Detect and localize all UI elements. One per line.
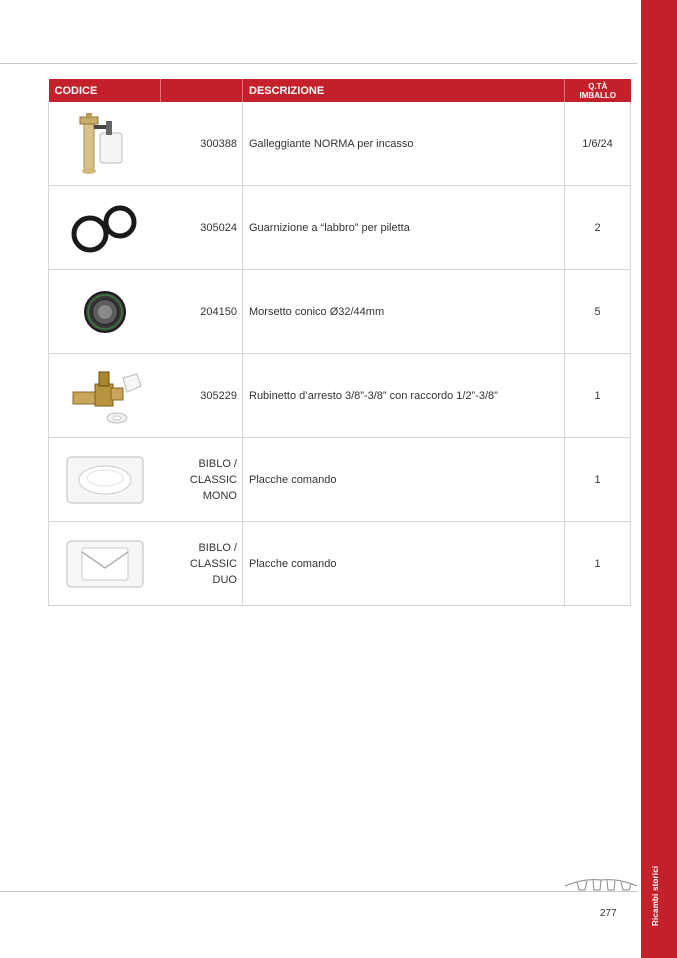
product-qty: 1 bbox=[565, 354, 631, 438]
product-qty: 2 bbox=[565, 186, 631, 270]
product-code: 300388 bbox=[161, 102, 243, 186]
product-image-cell bbox=[49, 354, 161, 438]
product-description: Rubinetto d’arresto 3/8”-3/8” con raccordo 1/2”-3/8” bbox=[243, 354, 565, 438]
conical-clamp-icon bbox=[75, 282, 135, 342]
header-qty-line1: Q.TÀ bbox=[588, 81, 608, 91]
product-qty: 1 bbox=[565, 522, 631, 606]
product-table bbox=[48, 79, 631, 606]
page-number: 277 bbox=[600, 908, 617, 919]
top-divider bbox=[0, 63, 637, 64]
product-image-cell bbox=[49, 438, 161, 522]
float-valve-icon bbox=[70, 111, 140, 177]
table-header-row bbox=[49, 79, 631, 102]
product-image-cell bbox=[49, 522, 161, 606]
gasket-rings-icon bbox=[65, 198, 145, 258]
product-code: 305229 bbox=[161, 354, 243, 438]
bottom-divider bbox=[0, 891, 637, 892]
product-qty: 1 bbox=[565, 438, 631, 522]
header-qty-line2: IMBALLO bbox=[579, 90, 616, 100]
product-description: Galleggiante NORMA per incasso bbox=[243, 102, 565, 186]
product-code: 305024 bbox=[161, 186, 243, 270]
table-row bbox=[49, 354, 631, 438]
shutoff-valve-icon bbox=[65, 364, 145, 428]
wave-decoration-icon bbox=[563, 876, 639, 894]
product-qty: 1/6/24 bbox=[565, 102, 631, 186]
side-band bbox=[641, 0, 677, 958]
flush-plate-duo-icon bbox=[64, 538, 146, 590]
section-label: Ricambi storici bbox=[651, 865, 660, 926]
header-description: DESCRIZIONE bbox=[243, 79, 565, 102]
table-row bbox=[49, 270, 631, 354]
product-description: Guarnizione a “labbro” per piletta bbox=[243, 186, 565, 270]
header-code-blank bbox=[161, 79, 243, 102]
product-code: BIBLO / CLASSIC DUO bbox=[161, 522, 243, 606]
product-description: Placche comando bbox=[243, 438, 565, 522]
table-row bbox=[49, 102, 631, 186]
header-code: CODICE bbox=[49, 79, 161, 102]
product-code: 204150 bbox=[161, 270, 243, 354]
product-code: BIBLO / CLASSIC MONO bbox=[161, 438, 243, 522]
product-image-cell bbox=[49, 102, 161, 186]
product-description: Morsetto conico Ø32/44mm bbox=[243, 270, 565, 354]
product-image-cell bbox=[49, 270, 161, 354]
table-row bbox=[49, 438, 631, 522]
table-row bbox=[49, 186, 631, 270]
product-image-cell bbox=[49, 186, 161, 270]
flush-plate-mono-icon bbox=[64, 454, 146, 506]
table-row bbox=[49, 522, 631, 606]
product-qty: 5 bbox=[565, 270, 631, 354]
product-description: Placche comando bbox=[243, 522, 565, 606]
header-qty bbox=[565, 79, 631, 102]
